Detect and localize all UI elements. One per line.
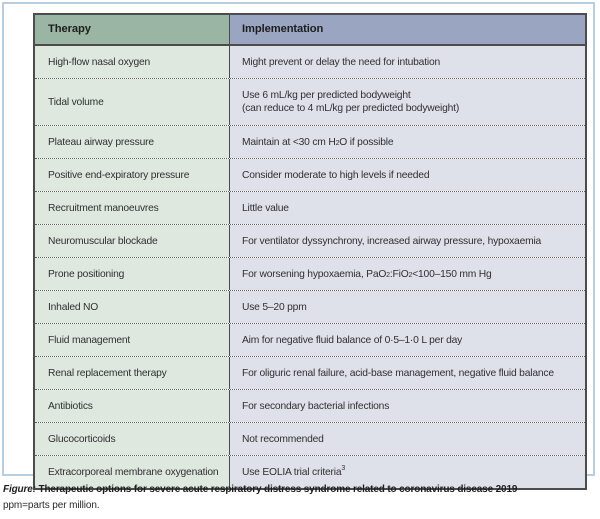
- therapy-cell: Positive end-expiratory pressure: [35, 159, 230, 191]
- therapy-cell: Plateau airway pressure: [35, 126, 230, 158]
- implementation-cell: For oliguric renal failure, acid-base management, negative fluid balance: [230, 357, 585, 389]
- therapy-cell: Neuromuscular blockade: [35, 225, 230, 257]
- figure-frame: [2, 2, 595, 476]
- implementation-cell: Maintain at <30 cm H $_2$ O if possible: [230, 126, 585, 158]
- table-row: [35, 191, 585, 224]
- table-row: [35, 125, 585, 158]
- implementation-cell: Little value: [230, 192, 585, 224]
- therapy-cell: Glucocorticoids: [35, 423, 230, 455]
- table-row: [35, 158, 585, 191]
- therapy-cell: Prone positioning: [35, 258, 230, 290]
- table-row: [35, 323, 585, 356]
- therapy-cell: Extracorporeal membrane oxygenation: [35, 456, 230, 488]
- table-row: [35, 224, 585, 257]
- figure-footnote: ppm=parts per million.: [3, 500, 100, 511]
- table-header-row: [35, 15, 585, 46]
- therapy-cell: High-flow nasal oxygen: [35, 46, 230, 78]
- implementation-cell: For ventilator dyssynchrony, increased airway pressure, hypoxaemia: [230, 225, 585, 257]
- therapy-table: [33, 13, 587, 490]
- therapy-cell: Antibiotics: [35, 390, 230, 422]
- table-row: [35, 78, 585, 125]
- therapy-cell: Tidal volume: [35, 79, 230, 125]
- column-header-therapy: Therapy: [35, 15, 230, 44]
- therapy-cell: Fluid management: [35, 324, 230, 356]
- implementation-cell: For worsening hypoxaemia, PaO $_2$ :FiO $_2$ <100–150 mm Hg: [230, 258, 585, 290]
- column-header-implementation: Implementation: [230, 15, 585, 44]
- table-row: [35, 389, 585, 422]
- therapy-cell: Inhaled NO: [35, 291, 230, 323]
- table-row: [35, 356, 585, 389]
- implementation-cell: Might prevent or delay the need for intubation: [230, 46, 585, 78]
- therapy-cell: Recruitment manoeuvres: [35, 192, 230, 224]
- implementation-cell: For secondary bacterial infections: [230, 390, 585, 422]
- implementation-cell: Aim for negative fluid balance of 0·5–1·0 L per day: [230, 324, 585, 356]
- implementation-cell: Use 6 mL/kg per predicted bodyweight (can reduce to 4 mL/kg per predicted bodyweight): [230, 79, 585, 125]
- table-row: [35, 290, 585, 323]
- table-row: [35, 46, 585, 78]
- implementation-cell: Consider moderate to high levels if needed: [230, 159, 585, 191]
- implementation-cell: Not recommended: [230, 423, 585, 455]
- implementation-cell: Use 5–20 ppm: [230, 291, 585, 323]
- therapy-cell: Renal replacement therapy: [35, 357, 230, 389]
- figure-caption-label: Figure:: [3, 484, 36, 495]
- table-row: [35, 422, 585, 455]
- figure-caption-text: Therapeutic options for severe acute respiratory distress syndrome related to coronavirus disease 2019: [38, 484, 518, 495]
- implementation-cell: Use EOLIA trial criteria $^3$: [230, 456, 585, 488]
- table-row: [35, 257, 585, 290]
- figure-caption: [3, 484, 600, 496]
